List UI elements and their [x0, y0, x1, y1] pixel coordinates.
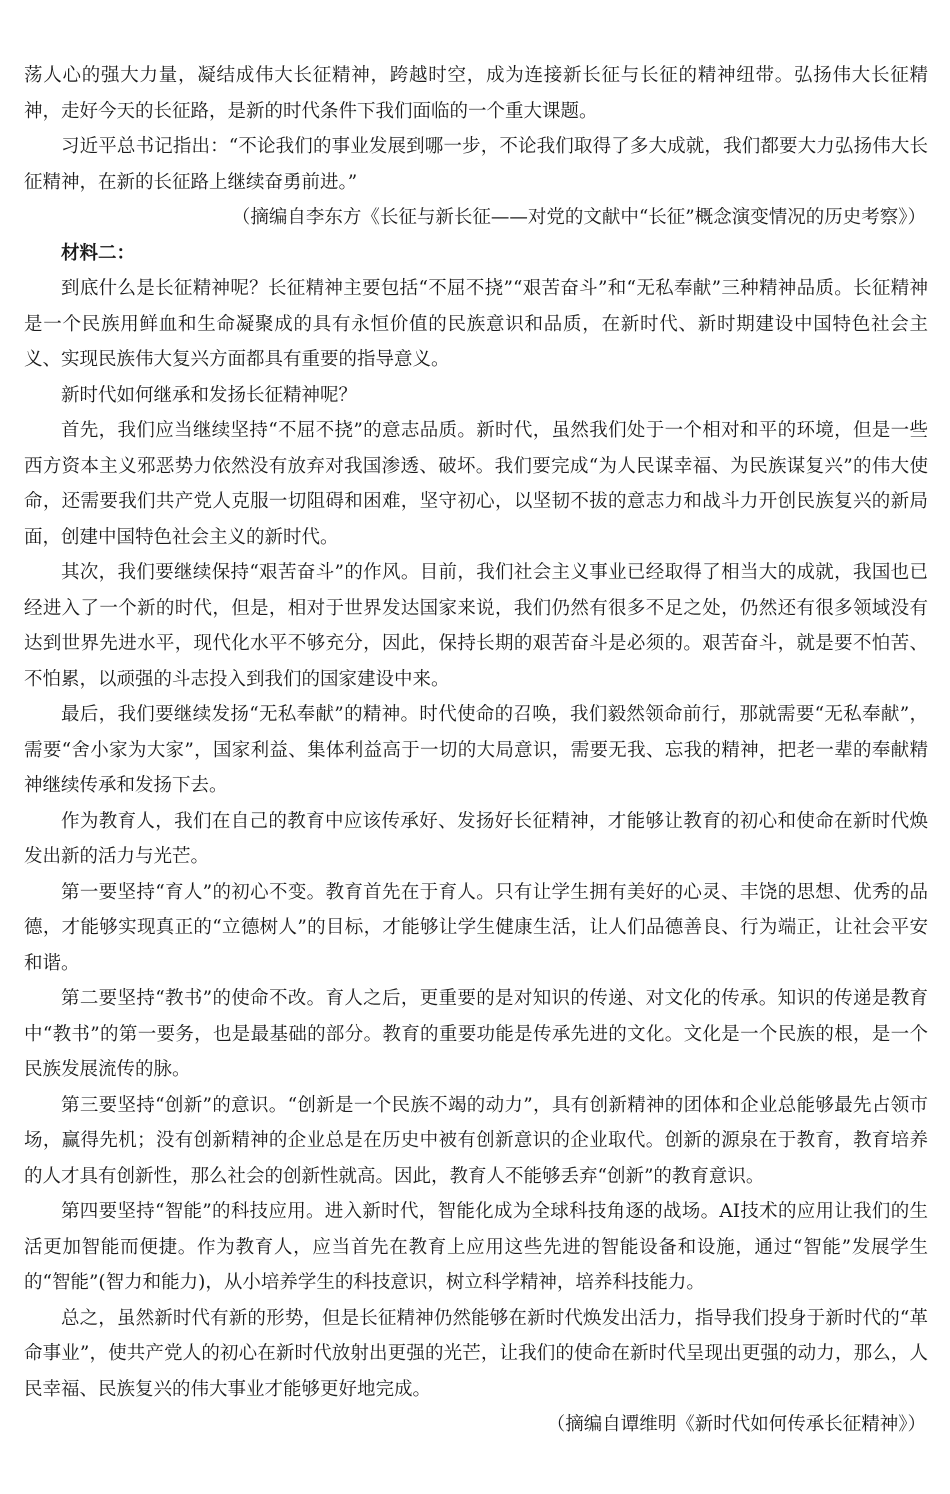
paragraph-body: 首先，我们应当继续坚持“不屈不挠”的意志品质。新时代，虽然我们处于一个相对和平的环境，但是一些西方资本主义邪恶势力依然没有放弃对我国渗透、破坏。我们要完成“为人民谋幸福、为民族谋复兴”的伟大使命，还需要我们共产党人克服一切阻碍和困难，坚守初心，以坚韧不拔的意志力和战斗力开创民族复兴的新局面，创建中国特色社会主义的新时代。 [24, 420, 928, 548]
source-citation-2: （摘编自谭维明《新时代如何传承长征精神》） [546, 1414, 926, 1435]
paragraph-body: 第三要坚持“创新”的意识。“创新是一个民族不竭的动力”，具有创新精神的团体和企业总能够最先占领市场，赢得先机；没有创新精神的企业总是在历史中被有创新意识的企业取代。创新的源泉在于教育，教育培养的人才具有创新性，那么社会的创新性就高。因此，教育人不能够丢弃“创新”的教育意识。 [24, 1094, 928, 1187]
paragraph-continuation: 荡人心的强大力量，凝结成伟大长征精神，跨越时空，成为连接新长征与长征的精神纽带。弘扬伟大长征精神，走好今天的长征路，是新的时代条件下我们面临的一个重大课题。 [24, 65, 928, 122]
source-citation-1: （摘编自李东方《长征与新长征——对党的文献中“长征”概念演变情况的历史考察》） [231, 207, 926, 228]
paragraph-body: 到底什么是长征精神呢？长征精神主要包括“不屈不挠”“艰苦奋斗”和“无私奉献”三种精神品质。长征精神是一个民族用鲜血和生命凝聚成的具有永恒价值的民族意识和品质，在新时代、新时期建设中国特色社会主义、实现民族伟大复兴方面都具有重要的指导意义。 [24, 278, 928, 370]
paragraph-body: 第一要坚持“育人”的初心不变。教育首先在于育人。只有让学生拥有美好的心灵、丰饶的思想、优秀的品德，才能够实现真正的“立德树人”的目标，才能够让学生健康生活，让人们品德善良、行为端正，让社会平安和谐。 [24, 881, 928, 974]
paragraph-body: 作为教育人，我们在自己的教育中应该传承好、发扬好长征精神，才能够让教育的初心和使命在新时代焕发出新的活力与光芒。 [24, 810, 928, 867]
paragraph-body: 新时代如何继承和发扬长征精神呢？ [61, 384, 358, 406]
paragraph-body: 第四要坚持“智能”的科技应用。进入新时代，智能化成为全球科技角逐的战场。AI技术的应用让我们的生活更加智能而便捷。作为教育人，应当首先在教育上应用这些先进的智能设备和设施，通过“智能”发展学生的“智能”(智力和能力)，从小培养学生的科技意识，树立科学精神，培养科技能力。 [24, 1201, 928, 1293]
paragraph-body: 最后，我们要继续发扬“无私奉献”的精神。时代使命的召唤，我们毅然领命前行，那就需要“无私奉献”，需要“舍小家为大家”，国家利益、集体利益高于一切的大局意识，需要无我、忘我的精神，把老一辈的奉献精神继续传承和发扬下去。 [24, 704, 928, 796]
paragraph-body: 第二要坚持“教书”的使命不改。育人之后，更重要的是对知识的传递、对文化的传承。知识的传递是教育中“教书”的第一要务，也是最基础的部分。教育的重要功能是传承先进的文化。文化是一个民族的根，是一个民族发展流传的脉。 [24, 988, 928, 1080]
paragraph-body: 其次，我们要继续保持“艰苦奋斗”的作风。目前，我们社会主义事业已经取得了相当大的成就，我国也已经进入了一个新的时代，但是，相对于世界发达国家来说，我们仍然有很多不足之处，仍然还有很多领域没有达到世界先进水平，现代化水平不够充分，因此，保持长期的艰苦奋斗是必须的。艰苦奋斗，就是要不怕苦、不怕累，以顽强的斗志投入到我们的国家建设中来。 [24, 562, 928, 690]
paragraph-body: 总之，虽然新时代有新的形势，但是长征精神仍然能够在新时代焕发出活力，指导我们投身于新时代的“革命事业”，使共产党人的初心在新时代放射出更强的光芒，让我们的使命在新时代呈现出更强的动力，那么，人民幸福、民族复兴的伟大事业才能够更好地完成。 [24, 1307, 928, 1400]
paragraph-quote-xi: 习近平总书记指出：“不论我们的事业发展到哪一步，不论我们取得了多大成就，我们都要大力弘扬伟大长征精神，在新的长征路上继续奋勇前进。” [24, 136, 928, 193]
section-heading-material-two: 材料二： [61, 242, 136, 264]
